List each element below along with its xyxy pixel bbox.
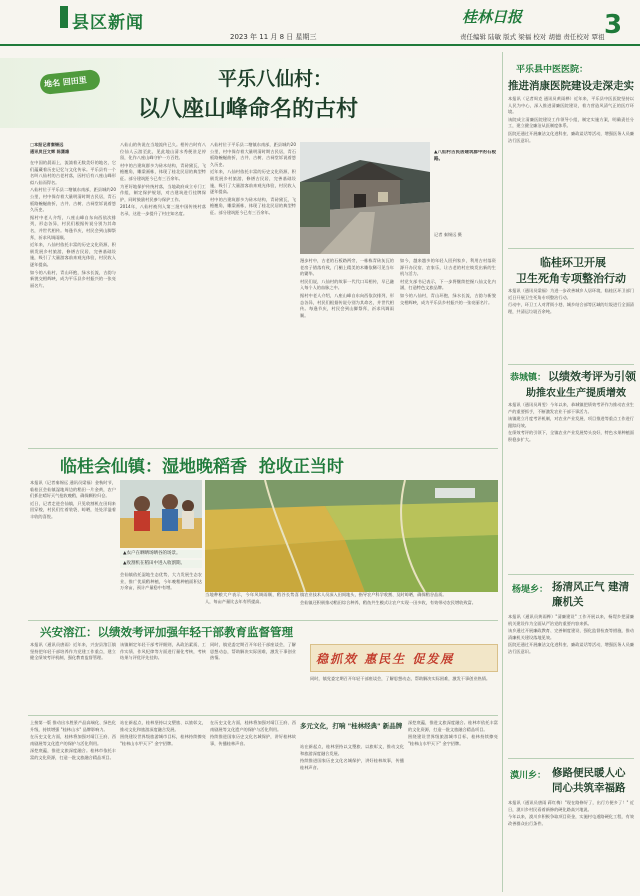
inspection-para: 同时，镇党委定期召开年轻干部座谈会，了解思想动态，帮助解决实际困难，激发干事创业热情。	[310, 676, 491, 681]
bottom-column-3	[210, 720, 296, 890]
feature-para: 近年来，八仙村依托丰富的历史文化资源，积极发展乡村旅游，修缮古民居，完善基础设施，吸引了大量游客前来观光体验，村民收入逐年提高。	[30, 242, 116, 267]
article-para: 医院还通过开展廉洁文化进科室、廉政谈话等活动，增强医务人员廉洁行医意识。	[508, 642, 634, 654]
bottom-column-5	[408, 720, 498, 890]
village-photo	[300, 142, 430, 254]
divider	[28, 620, 498, 621]
article-title: 临桂环卫开展	[540, 256, 606, 269]
harvest-column-3	[205, 592, 299, 616]
article-body	[508, 288, 634, 360]
staff-line: 责任编辑 陆敏 版式 梁福 校对 胡德 责任校对 覃祖	[460, 33, 605, 41]
article-title: 修路便民暖人心 同心共筑幸福路	[552, 767, 626, 794]
section-marker	[60, 6, 68, 28]
feature-para: 据村中老人介绍，八座山峰自东向西依次排列，形态各异，村民们根据传说分别为其命名，并世代相传。每逢节庆，村民会到山脚祭拜，祈求风调雨顺。	[30, 214, 116, 240]
divider	[508, 248, 634, 249]
feature-para: 村中的古建筑群多为砖木结构，青砖黛瓦，飞檐翘角，雕梁画栋，体现了桂北民居的典型特征。部分建筑距今已有三百余年。	[210, 196, 296, 215]
paper-name: 桂林日报	[462, 8, 523, 26]
village-photo-art	[300, 142, 430, 254]
article-kicker: 漠川乡：	[510, 771, 547, 781]
page-number: 3	[603, 10, 623, 40]
section-title: 县区新闻	[72, 13, 144, 33]
feature-column-5	[400, 258, 496, 445]
inspection-title: 兴安溶江：以绩效考评加强年轻干部教育监督管理	[40, 625, 293, 639]
feature-para: 如今的八仙村，青山环抱，绿水长流，古韵与新貌交相辉映，成为平乐县乡村振兴的一张亮丽名片。	[400, 292, 496, 305]
article-para: 该院成立清廉医院建设工作领导小组，制定实施方案，明确责任分工，建立健全廉洁从医制度体系。	[508, 116, 634, 129]
article-title: 卫生死角专项整治行动	[516, 272, 626, 285]
article-para: 该镇建立月度考评机制，对农业产业发展、项目推进等重点工作进行跟踪问效。	[508, 416, 634, 428]
article-para: 该乡通过开展廉政教育、完善制度建设、强化监督检查等措施，推动清廉机关建设落地见效。	[508, 628, 634, 640]
harvest-title: 临桂会仙镇：湿地晚稻香 抢收正当时	[60, 457, 344, 477]
article-title: 推进消康医院建设走深走实	[508, 80, 634, 92]
article-body	[508, 614, 634, 754]
bottom-para: 在历史文化方面，桂林将加强对靖江王府、西南剧展等文化遗产的保护与活化利用。	[210, 720, 296, 732]
bottom-para: 深挖底蕴，推进文旅深度融合。桂林市依托丰富的文化资源，打造一批文旅融合精品项目。	[408, 720, 498, 732]
feature-column-3	[210, 142, 296, 445]
harvest-caption-2: ▲收割机在稻田中进入收割期。	[120, 560, 202, 568]
divider	[28, 448, 498, 449]
feature-para: 如今，越来越多的年轻人回到家乡，利用古村落资源开办民宿、农家乐，让古老的村庄焕发出新的生机与活力。	[400, 258, 496, 277]
issue-date: 2023 年 11 月 8 日 星期三	[230, 33, 317, 41]
photo-caption: ▲八仙村古民居建筑群中的石板路。	[434, 150, 496, 162]
feature-para: 2014年，八仙村被列入第三批中国传统村落名录，这进一步提升了村庄知名度。	[120, 204, 206, 216]
bottom-column-1	[30, 720, 116, 890]
article-kicker: 恭城镇：	[510, 373, 547, 383]
feature-para: 据村中老人介绍，八座山峰自东向西依次排列，形态各异，村民们根据传说分别为其命名，并世代相传。每逢节庆，村民会到山脚祭拜，祈求风调雨顺。	[300, 292, 394, 318]
feature-para: 村民们说，八仙村的故事一代代口耳相传，早已融入每个人的血脉之中。	[300, 278, 394, 291]
inspection-column-4	[310, 676, 498, 712]
bottom-para: 上接第一版 推动出水胜景产品高端化、绿色化升级，持续增强 "桂林山水" 品牌影响力。	[30, 720, 116, 732]
feature-para: 村党支部书记表示，下一步将继续挖掘八仙文化内涵，打造特色文旅品牌。	[400, 278, 496, 291]
article-para: 本报讯（通讯员黄雨桦）"清廉建设" 工作开展以来，杨堤乡把清廉机关建设作为全面从严治党的重要内容来抓。	[508, 614, 634, 626]
feature-para: 八仙山的传说在当地流传已久。相传古时有八位仙人云游至此，见此地山清水秀便驻足停留，化作八座山峰守护一方百姓。	[120, 142, 206, 161]
article-para: 在绩效考评的引领下，全镇农业产业发展势头良好，特色水果种植面积稳步扩大。	[508, 430, 634, 442]
article-para: 本报讯（通讯员唐雨 蒋红梅）"现在路修好了，出行方便多了！" 近日，漠川乡村民看着新修的硬化路高兴地说。	[508, 800, 634, 812]
harvest-column-2	[120, 572, 202, 594]
divider	[508, 574, 634, 575]
harvest-para: 镇农业技术人员深入田间地头，指导农户科学收割、及时晾晒，确保稻谷品质。	[300, 592, 447, 597]
article-para: 本报讯（通讯员周雯）今年以来，恭城镇把绩效考评作为推动农业生产的重要抓手，不断激发农业干部干事活力。	[508, 402, 634, 414]
harvest-para: 当地种粮大户表示，今年风调雨顺，稻谷长势喜人，每亩产量比去年有所提高。	[205, 592, 299, 604]
harvest-para: 会仙镇依托湿地生态优势，大力发展生态农业，推广优质稻种植，今年晚稻种植面积达万余亩，预计产量稳中有增。	[120, 572, 202, 591]
inspection-column-3	[210, 642, 296, 712]
inspection-para: 同时，镇党委定期召开年轻干部座谈会，了解思想动态，帮助解决实际困难，激发干事创业热情。	[210, 642, 296, 661]
inspection-para: 该镇制定年轻干部考评细则，从政治素质、工作实绩、作风纪律等方面进行量化考核，考核结果与评优评先挂钩。	[120, 642, 206, 661]
feature-badge-text: 地名 回田里	[43, 75, 88, 89]
feature-column-1	[30, 160, 116, 445]
feature-para: 如今的八仙村，青山环抱，绿水长流，古韵与新貌交相辉映，成为平乐县乡村振兴的一张亮丽名片。	[30, 269, 116, 288]
bottom-para: 站在新起点，桂林坚持以文塑旅、以旅彰文，推动文化和旅游深度融合发展。	[300, 744, 404, 756]
bottom-column-4	[300, 744, 404, 890]
bottom-para: 围绕建设世界级旅游城市目标，桂林持续擦亮 "桂林山水甲天下" 金字招牌。	[120, 734, 206, 746]
article-body	[508, 402, 634, 572]
harvest-para: 会仙镇还积极推动稻田综合种养，稻鱼共生模式让农户实现一田多收，有效带动农民增收致富。	[300, 599, 476, 605]
harvest-para: 近日，记者走进会仙镇，只见收割机在田间来回穿梭，村民们忙着装袋、晾晒，处处洋溢着丰收的喜悦。	[30, 500, 116, 519]
article-para: 本报讯（记者周克 通讯员黄雨桦）近年来，平乐县中医医院坚持以人民为中心，深入推进清廉医院建设，着力营造风清气正的医疗环境。	[508, 96, 634, 115]
article-para: 医院还通过开展廉洁文化进科室、廉政谈话等活动，增强医务人员廉洁行医意识。	[508, 130, 634, 143]
feature-para: 漫步村中，古老的石板路两旁，一栋栋青砖灰瓦的老房子错落有致，门楣上精美的木雕依稀可见当年的繁华。	[300, 258, 394, 277]
inspection-column-1	[30, 642, 116, 712]
article-body	[508, 800, 634, 890]
feature-para: 八仙村位于平乐县二塘镇东南部，距县城约20公里，村中保存着大量明清时期古民居，青石板路蜿蜒曲折，古井、古树、古祠堂诉说着悠久历史。	[210, 142, 296, 167]
feature-subtitle: 以八座山峰命名的古村	[138, 96, 359, 122]
fields-photo-art	[205, 480, 498, 592]
harvest-column-4	[300, 592, 498, 616]
feature-para: 八仙村位于平乐县二塘镇东南部，距县城约20公里，村中保存着大量明清时期古民居，青石板路蜿蜒曲折，古井、古树、古祠堂诉说着悠久历史。	[30, 187, 116, 213]
article-title: 以绩效考评为引领	[548, 370, 636, 383]
feature-para: 在中国的晨雨上，流淌着无数美好的地名，它们蕴藏着历史记忆与文化传承。平乐县有一个名叫八仙村的古老村落，因村后有八座山峰形似八仙而得名。	[30, 160, 116, 185]
bottom-subhead: 多元文化，打响 "桂林经典" 新品牌	[300, 722, 403, 730]
article-title: 扬清风正气 建清廉机关	[552, 581, 630, 608]
harvest-para: 本报讯（记者秦锡远 通讯员梁福）金秋时节，临桂区会仙镇湿地周边的稻田一片金黄，农户们抓住晴好天气抢收晚稻，确保颗粒归仓。	[30, 480, 116, 499]
bottom-para: 持续推进国家历史文化名城保护，讲好桂林故事，传播桂林声音。	[300, 758, 404, 770]
feature-column-4	[300, 258, 394, 445]
article-para: 今年以来，漠川乡积极争取项目资金，实施村屯道路硬化工程，有效改善群众出行条件。	[508, 814, 634, 826]
photo-credit: 记者 秦锡远 摄	[434, 232, 462, 237]
divider	[28, 715, 498, 716]
harvest-photo-farmers	[120, 480, 202, 548]
article-kicker: 杨堤乡：	[512, 585, 549, 595]
bottom-para: 深挖底蕴，推进文旅深度融合。桂林市依托丰富的文化资源，打造一批文旅融合精品项目。	[30, 748, 116, 760]
harvest-photo-fields	[205, 480, 498, 592]
bottom-para: 围绕建设世界级旅游城市目标，桂林持续擦亮 "桂林山水甲天下" 金字招牌。	[408, 734, 498, 746]
feature-para: 近年来，八仙村依托丰富的历史文化资源，积极发展乡村旅游，修缮古民居，完善基础设施，吸引了大量游客前来观光体验，村民收入逐年提高。	[210, 169, 296, 195]
harvest-column-1	[30, 480, 116, 592]
column-divider	[502, 52, 503, 892]
inspection-column-2	[120, 642, 206, 712]
article-para: 行动中，环卫工人对背街小巷、城乡结合部等区域的垃圾进行全面清理，共清运垃圾百余吨。	[508, 302, 634, 314]
feature-column-2	[120, 142, 206, 445]
bottom-para: 站在新起点，桂林坚持以文塑旅、以旅彰文，推动文化和旅游深度融合发展。	[120, 720, 206, 732]
article-body	[508, 96, 634, 244]
harvest-caption-1: ▲农户在晒晒场晒谷的场景。	[120, 550, 202, 558]
feature-para: 为更好地保护传统村落，当地政府成立专门工作组，制定保护规划，对古建筑进行挂牌保护，同时鼓励村民参与保护工作。	[120, 183, 206, 202]
slogan-text: 稳抓效 惠民生 促发展	[316, 652, 455, 666]
article-title: 助推农业生产提质增效	[526, 388, 626, 399]
feature-title: 平乐八仙村：	[218, 68, 333, 90]
bottom-para: 持续推进国家历史文化名城保护，讲好桂林故事，传播桂林声音。	[210, 734, 296, 746]
farmers-photo-art	[120, 480, 202, 548]
feature-para: 村中的古建筑群多为砖木结构，青砖黛瓦，飞檐翘角，雕梁画栋，体现了桂北民居的典型特征。部分建筑距今已有三百余年。	[120, 162, 206, 181]
article-kicker: 平乐县中医医院：	[516, 65, 589, 75]
bottom-para: 在历史文化方面，桂林将加强对靖江王府、西南剧展等文化遗产的保护与活化利用。	[30, 734, 116, 746]
divider	[508, 758, 634, 759]
divider	[508, 364, 634, 365]
feature-byline: □本报记者秦锡远 通讯员汪文辉 陈潇雄	[30, 142, 70, 154]
inspection-para: 本报讯（通讯员唐雨）近年来，兴安县溶江镇坚持把年轻干部培养作为党建工作重点，建立健全绩效考评机制，强化教育监督管理。	[30, 642, 116, 661]
article-para: 本报讯（通讯员梁福）为进一步改善城乡人居环境，临桂区环卫部门近日开展卫生死角专项整治行动。	[508, 288, 634, 300]
bottom-column-2	[120, 720, 206, 890]
